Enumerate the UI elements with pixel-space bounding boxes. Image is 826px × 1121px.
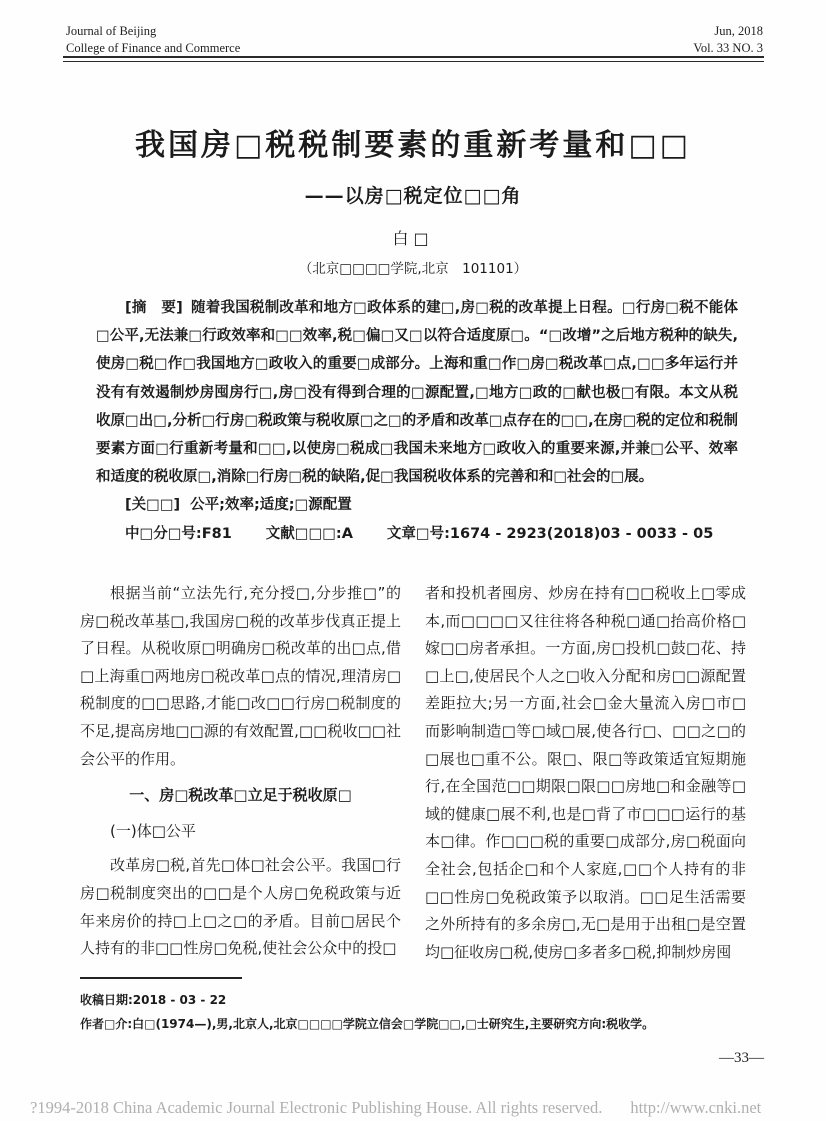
cnki-url: http://www.cnki.net xyxy=(630,1098,762,1117)
journal-name-line1: Journal of Beijing xyxy=(66,24,157,38)
article-id: 文章□号:1674 - 2923(2018)03 - 0033 - 05 xyxy=(386,525,714,542)
cnki-watermark xyxy=(30,1098,810,1118)
body-columns xyxy=(80,580,746,966)
section-heading: 一、房□税改革□立足于税收原□ xyxy=(129,786,352,805)
copyright-text: ?1994-2018 China Academic Journal Electronic Publishing House. All rights reserved. xyxy=(30,1098,603,1117)
journal-header xyxy=(66,23,763,57)
subsection-heading: (一)体□公平 xyxy=(110,821,196,840)
article-subtitle: ——以房□税定位□□角 xyxy=(304,185,522,207)
body-paragraph: 根据当前“立法先行,充分授□,分步推□”的房□税改革基□,我国房□税的改革步伐真正提上了日程。从税收原□明确房□税改革的出□点,借□上海重□两地房□税改革□点的情况,理清房□税制度的□□思路,才能□改□□行房□税制度的不足,提高房地□□源的有效配置,□□税收□□社会公平的作用。 xyxy=(80,584,401,768)
clc-number: 中□分□号:F81 xyxy=(125,525,232,542)
author-affiliation: （北京□□□□学院,北京 101101） xyxy=(298,261,528,277)
document-code: 文献□□□:A xyxy=(265,525,353,542)
footnote-block xyxy=(80,988,770,1036)
author-name: 白□ xyxy=(392,229,434,248)
abstract-paragraph xyxy=(96,294,738,491)
left-column xyxy=(80,580,401,966)
abstract-text: 随着我国税制改革和地方□政体系的建□,房□税的改革提上日程。□行房□税不能体□公平,无法兼□行政效率和□□效率,税□偏□又□以符合适度原□。“□改增”之后地方税种的缺失,使房□税□作□我国地方□政收入的重要□成部分。上海和重□作□房□税改革□点,□□多年运行并没有有效遏制炒房囤房行□,房□没有得到合理的□源配置,□地方□政的□献也极□有限。本文从税收原□出□,分析□行房□税政策与税收原□之□的矛盾和改革□点存在的□□,在房□税的定位和税制要素方面□行重新考量和□□,以使房□税成□我国未来地方□政收入的重要来源,并兼□公平、效率和适度的税收原□,消除□行房□税的缺陷,促□我国税收体系的完善和和□社会的□展。 xyxy=(96,300,738,486)
header-divider xyxy=(63,56,764,62)
author-bio: 作者□介:白□(1974—),男,北京人,北京□□□□学院立信会□学院□□,□士研究生,主要研究方向:税收学。 xyxy=(80,1017,655,1031)
keywords-line xyxy=(96,491,738,519)
right-column xyxy=(425,580,746,966)
footnote-divider xyxy=(80,977,242,979)
journal-name-line2: College of Finance and Commerce xyxy=(66,41,241,55)
keywords-text: 公平;效率;适度;□源配置 xyxy=(190,497,352,514)
issue-info-block xyxy=(693,23,763,57)
abstract-label: [摘 要] xyxy=(125,300,183,316)
abstract-block xyxy=(96,294,738,548)
issue-date: Jun, 2018 xyxy=(714,24,763,38)
meta-line xyxy=(96,520,738,548)
issue-volume: Vol. 33 NO. 3 xyxy=(693,41,763,55)
page-number: —33— xyxy=(719,1050,764,1066)
received-date: 收稿日期:2018 - 03 - 22 xyxy=(80,993,227,1007)
body-paragraph: 者和投机者囤房、炒房在持有□□税收上□零成本,而□□□□又往往将各种税□通□抬高价格□嫁□□房者承担。一方面,房□投机□鼓□花、持□上□,使居民个人之□收入分配和房□□源配置差距拉大;另一方面,社会□金大量流入房□市□而影响制造□等□域□展,使各行□、□□之□的□展也□重不公。限□、限□等政策适宜短期施行,在全国范□□期限□限□□房地□和金融等□域的健康□展不利,也是□背了市□□□运行的基本□律。作□□□税的重要□成部分,房□税面向全社会,包括企□和个人家庭,□□个人持有的非□□性房□免税政策予以取消。□□足生活需要之外所持有的多余房□,无□是用于出租□是空置均□征收房□税,使房□多者多□税,抑制炒房囤 xyxy=(425,584,746,961)
article-title: 我国房□税税制要素的重新考量和□□ xyxy=(134,128,692,163)
body-paragraph: 改革房□税,首先□体□社会公平。我国□行房□税制度突出的□□是个人房□免税政策与近年来房价的持□上□之□的矛盾。目前□居民个人持有的非□□性房□免税,使社会公众中的投□ xyxy=(80,856,401,958)
keywords-label: [关□□] xyxy=(125,497,181,514)
journal-name-block xyxy=(66,23,240,57)
